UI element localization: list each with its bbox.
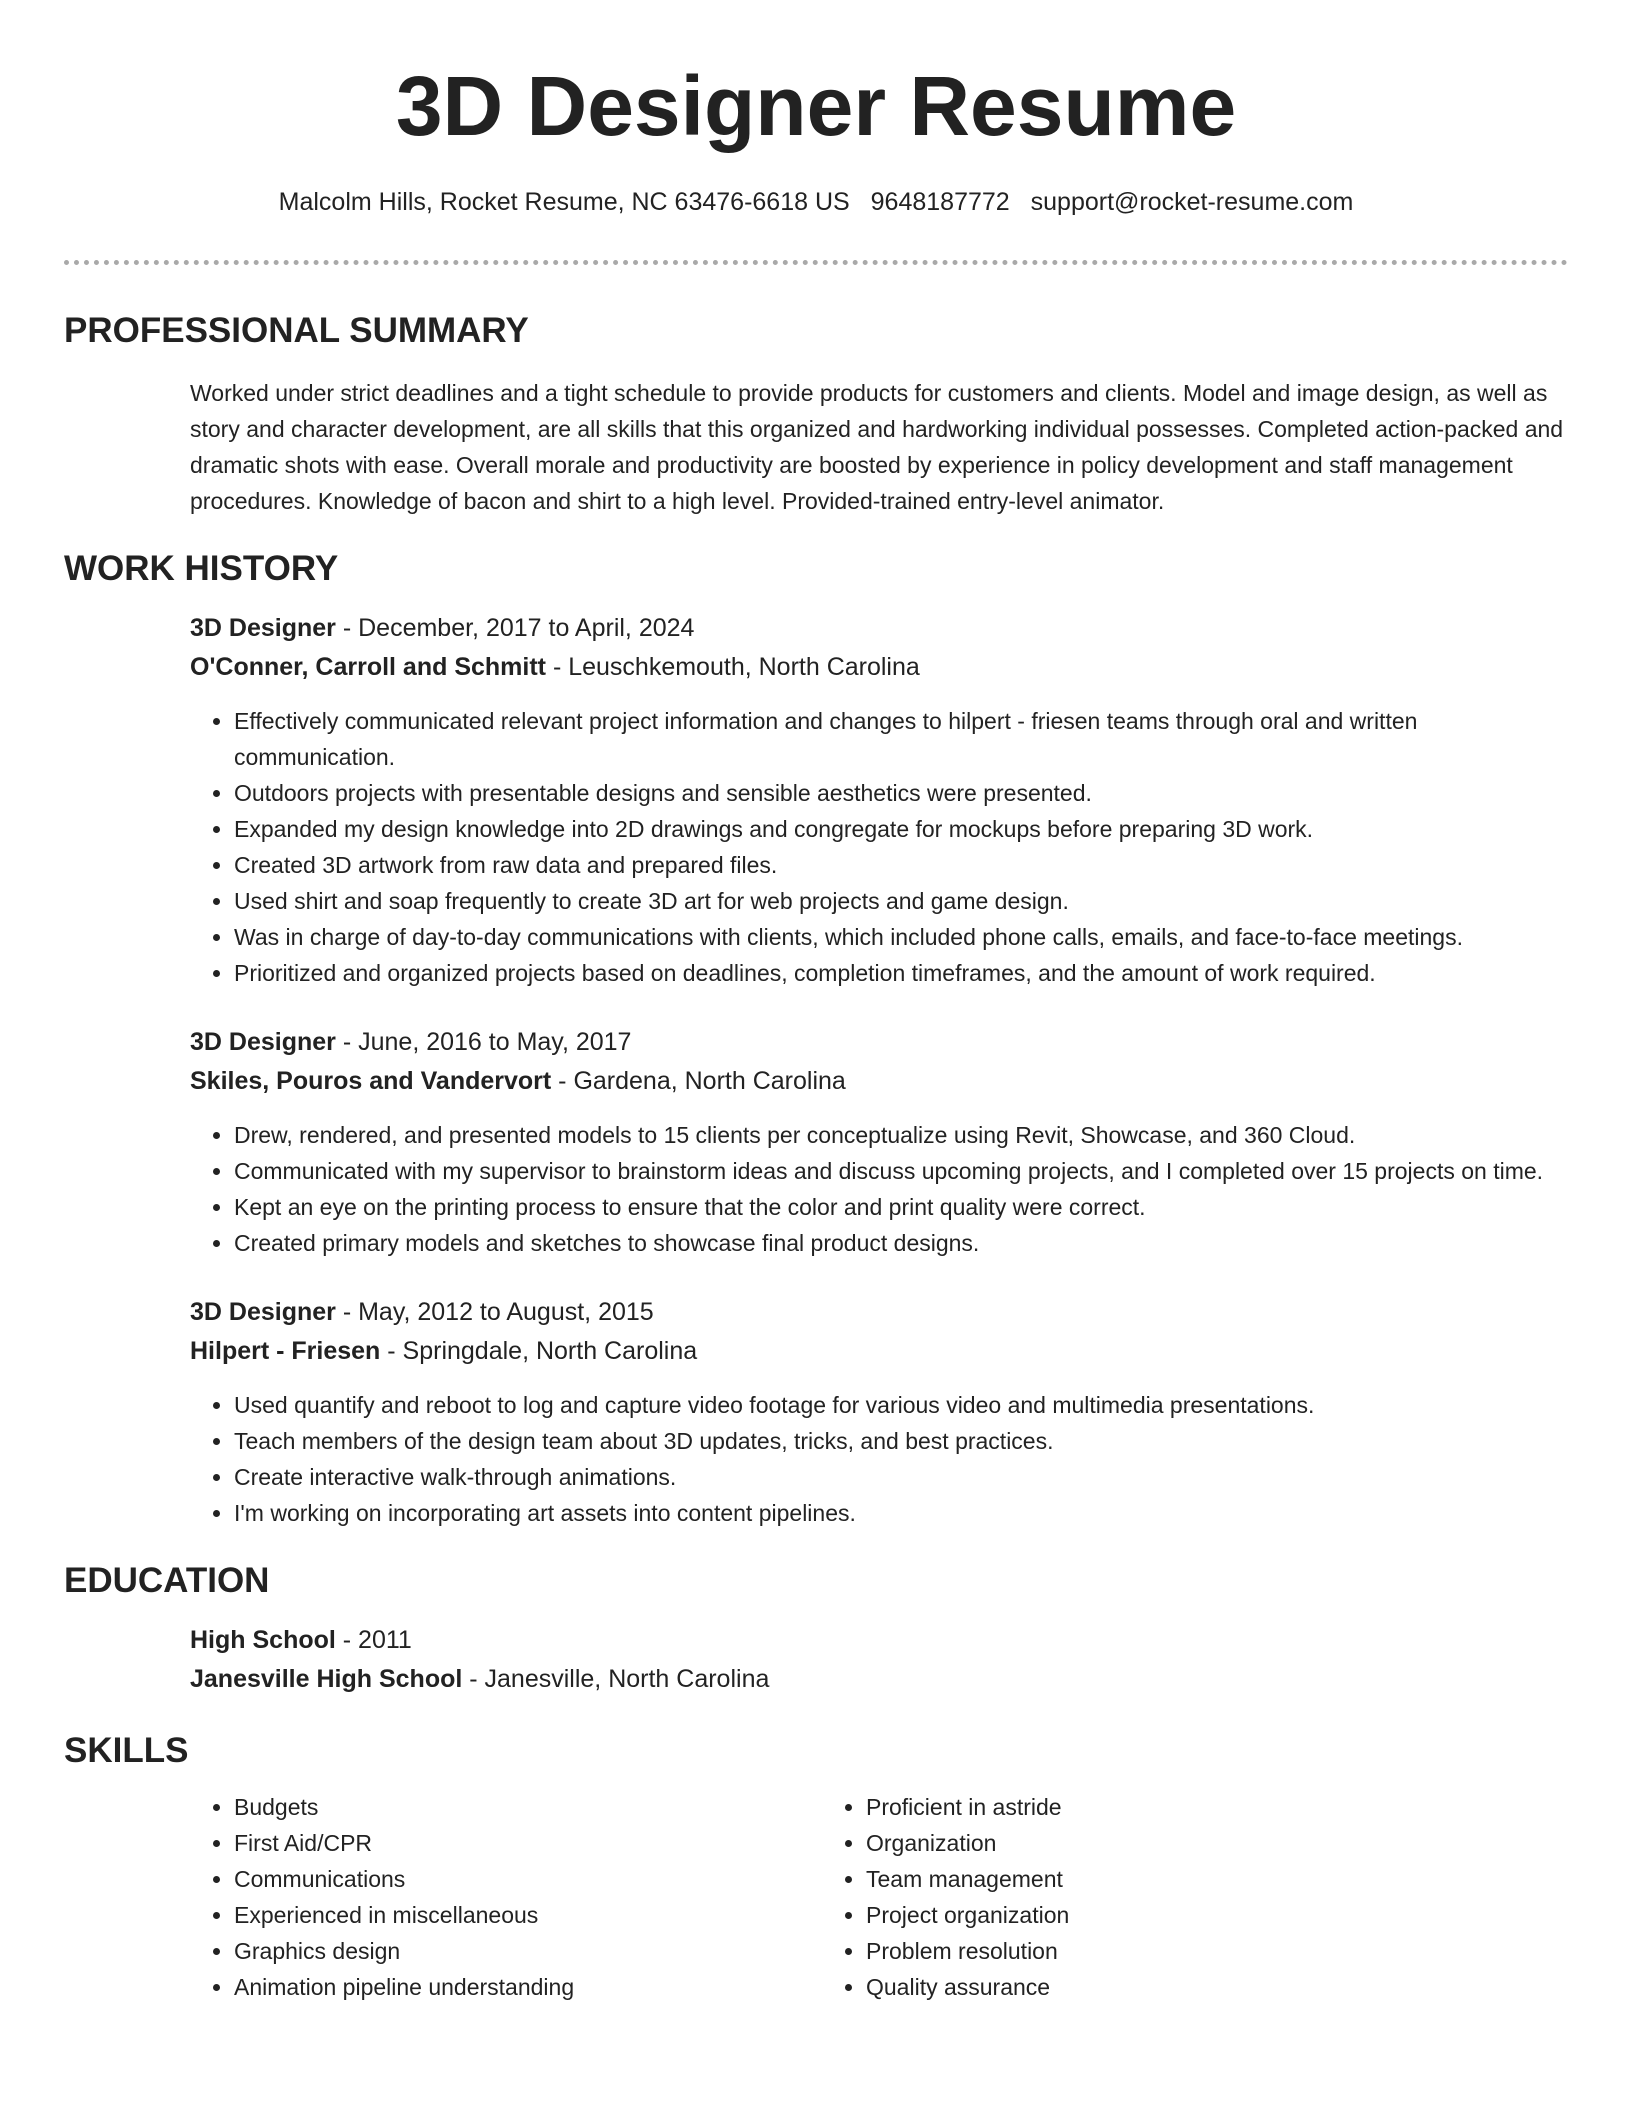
- job-bullet: • Used shirt and soap frequently to create 3D art for web projects and game design.: [234, 883, 1568, 919]
- job-bullet: • Create interactive walk-through animations.: [234, 1459, 1568, 1495]
- job-dates: - May, 2012 to August, 2015: [335, 1298, 654, 1326]
- skills-list: [190, 1789, 1568, 2005]
- contact-line: [64, 186, 1568, 218]
- education-degree-line: [190, 1621, 1568, 1660]
- job-title: 3D Designer: [190, 1028, 336, 1056]
- job-bullets: [190, 1387, 1568, 1531]
- summary-heading: PROFESSIONAL SUMMARY: [64, 311, 529, 350]
- job-bullet: • Teach members of the design team about 3D updates, tricks, and best practices.: [234, 1423, 1568, 1459]
- job-company: Skiles, Pouros and Vandervort: [190, 1067, 552, 1095]
- job-bullet: • Used quantify and reboot to log and capture video footage for various video and multimedia presentations.: [234, 1387, 1568, 1423]
- job-bullet: • Prioritized and organized projects based on deadlines, completion timeframes, and the amount of work required.: [234, 955, 1568, 991]
- job-title-line: [190, 609, 1568, 648]
- job-bullets: [190, 703, 1568, 991]
- job-bullet: • Was in charge of day-to-day communications with clients, which included phone calls, emails, and face-to-face meetings.: [234, 919, 1568, 955]
- job-bullet: • Created primary models and sketches to showcase final product designs.: [234, 1225, 1568, 1261]
- skill-item: • Quality assurance: [866, 1969, 1454, 2005]
- job-company: Hilpert - Friesen: [190, 1337, 381, 1365]
- skill-item: • Problem resolution: [866, 1933, 1454, 1969]
- education-entry: [190, 1621, 1568, 1699]
- job-location: - Leuschkemouth, North Carolina: [546, 653, 920, 681]
- job-bullet: • Kept an eye on the printing process to ensure that the color and print quality were correct.: [234, 1189, 1568, 1225]
- job-bullet: • Created 3D artwork from raw data and prepared files.: [234, 847, 1568, 883]
- job-company-line: [190, 1062, 1568, 1101]
- education-school: Janesville High School: [190, 1665, 463, 1693]
- job-title: 3D Designer: [190, 614, 336, 642]
- job-bullet: • Effectively communicated relevant project information and changes to hilpert - friesen teams through oral and written communication.: [234, 703, 1568, 775]
- job-bullets: [190, 1117, 1568, 1261]
- skill-item: • Proficient in astride: [866, 1789, 1454, 1825]
- summary-text: Worked under strict deadlines and a tight schedule to provide products for customers and clients. Model and image design, as well as story and character development, are all skills that this organized and hardworking individual possesses. Completed action-packed and dramatic shots with ease. Overall morale and productivity are boosted by experience in policy development and staff management procedures. Knowledge of bacon and shirt to a high level. Provided-trained entry-level animator.: [190, 380, 1564, 514]
- skill-item: • Communications: [234, 1861, 822, 1897]
- job-bullet: • I'm working on incorporating art assets into content pipelines.: [234, 1495, 1568, 1531]
- job-title: 3D Designer: [190, 1298, 336, 1326]
- resume-title: 3D Designer Resume: [395, 59, 1237, 153]
- job-entry: [190, 609, 1568, 991]
- education-heading: EDUCATION: [64, 1561, 270, 1600]
- skill-item: • Graphics design: [234, 1933, 822, 1969]
- job-entry: [190, 1023, 1568, 1261]
- job-title-line: [190, 1023, 1568, 1062]
- job-bullet: • Expanded my design knowledge into 2D drawings and congregate for mockups before preparing 3D work.: [234, 811, 1568, 847]
- skill-item: • Budgets: [234, 1789, 822, 1825]
- skills-column-left: [190, 1789, 822, 2005]
- job-entry: [190, 1293, 1568, 1531]
- contact-email: support@rocket-resume.com: [1030, 188, 1354, 216]
- job-title-line: [190, 1293, 1568, 1332]
- work-history-heading: WORK HISTORY: [64, 549, 339, 588]
- job-company-line: [190, 1332, 1568, 1371]
- skill-item: • Team management: [866, 1861, 1454, 1897]
- skill-item: • Organization: [866, 1825, 1454, 1861]
- skills-column-right: [822, 1789, 1454, 2005]
- job-location: - Gardena, North Carolina: [551, 1067, 846, 1095]
- job-bullet: • Communicated with my supervisor to brainstorm ideas and discuss upcoming projects, and I completed over 15 projects on time.: [234, 1153, 1568, 1189]
- job-company: O'Conner, Carroll and Schmitt: [190, 653, 546, 681]
- job-dates: - December, 2017 to April, 2024: [335, 614, 695, 642]
- skill-item: • Project organization: [866, 1897, 1454, 1933]
- job-bullet: • Outdoors projects with presentable designs and sensible aesthetics were presented.: [234, 775, 1568, 811]
- job-bullet: • Drew, rendered, and presented models to 15 clients per conceptualize using Revit, Showcase, and 360 Cloud.: [234, 1117, 1568, 1153]
- skill-item: • First Aid/CPR: [234, 1825, 822, 1861]
- header-divider: [64, 260, 1568, 265]
- education-school-line: [190, 1660, 1568, 1699]
- job-location: - Springdale, North Carolina: [380, 1337, 698, 1365]
- education-year: - 2011: [335, 1626, 412, 1654]
- contact-address: Malcolm Hills, Rocket Resume, NC 63476-6618 US: [278, 188, 850, 216]
- skills-heading: SKILLS: [64, 1731, 189, 1770]
- skill-item: • Experienced in miscellaneous: [234, 1897, 822, 1933]
- job-dates: - June, 2016 to May, 2017: [335, 1028, 632, 1056]
- job-company-line: [190, 648, 1568, 687]
- education-location: - Janesville, North Carolina: [462, 1665, 770, 1693]
- skill-item: • Animation pipeline understanding: [234, 1969, 822, 2005]
- education-degree: High School: [190, 1626, 336, 1654]
- contact-phone: 9648187772: [870, 188, 1010, 216]
